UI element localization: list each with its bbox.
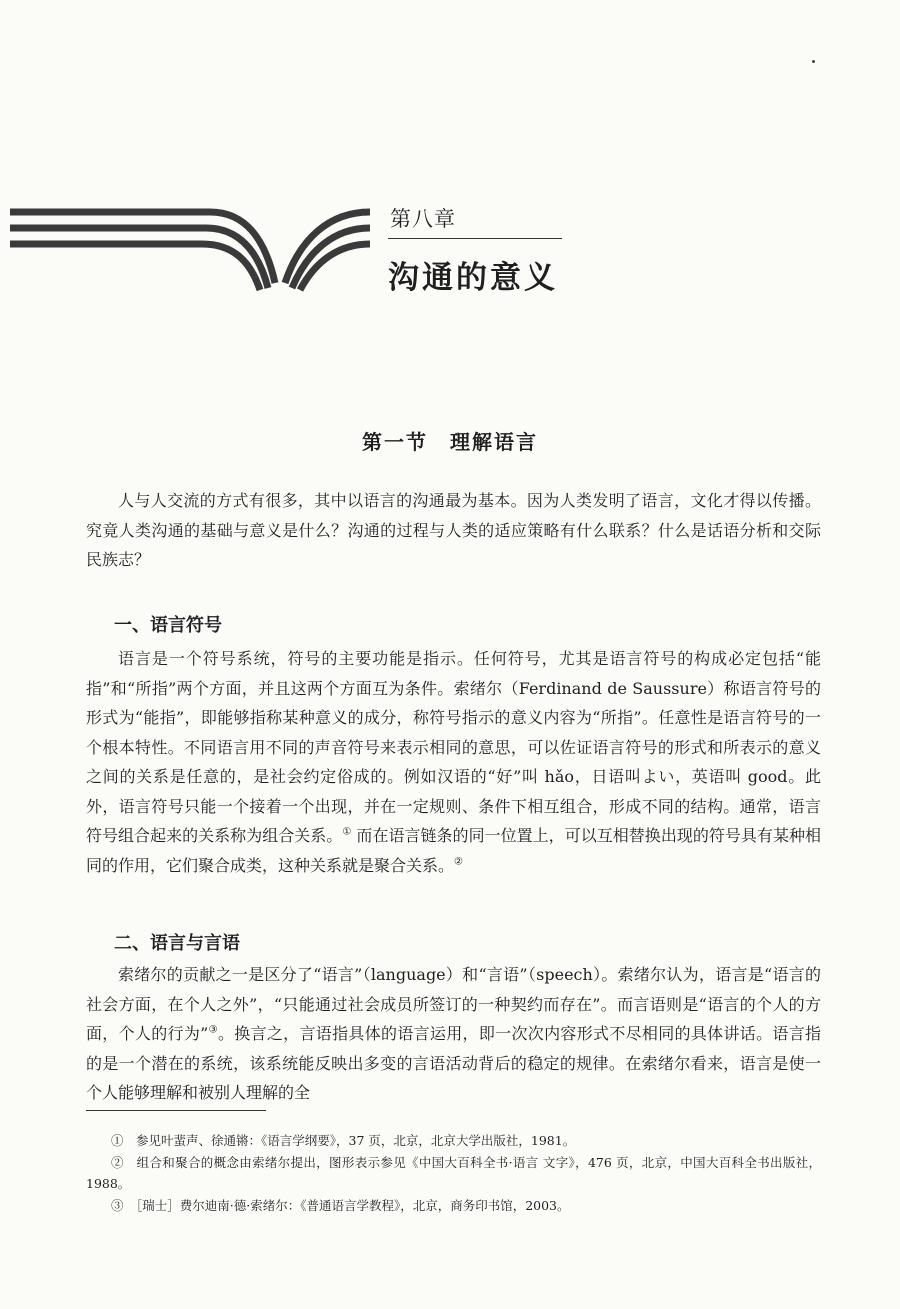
section-title: 第一节 理解语言 [362,430,538,454]
chapter-ornament-icon [10,198,370,298]
footnote-ref[interactable]: ② [454,856,463,868]
footnote-1: ① 参见叶蜚声、徐通锵：《语言学纲要》，37 页，北京，北京大学出版社，1981。 [111,1133,576,1148]
footnote-ref[interactable]: ③ [208,1024,218,1036]
subsection-heading-1: 一、语言符号 [114,615,222,636]
paragraph-text: 语言是一个符号系统，符号的主要功能是指示。任何符号，尤其是语言符号的构成必定包括“能指”和“所指”两个方面，并且这两个方面互为条件。索绪尔（Ferdinand de Saussure）称语言符号的形式为“能指”，即能够指称某种意义的成分，称符号指示的意义内容为“所指”。任意性是语言符号的一个根本特性。不同语言用不同的声音符号来表示相同的意思，可以佐证语言符号的形式和所表示的意义之间的关系是任意的，是社会约定俗成的。例如汉语的“好”叫 hǎo，日语叫よい，英语叫 good。此外，语言符号只能一个接着一个出现，并在一定规则、条件下相互组合，形成不同的结构。通常，语言符号组合起来的关系称为组合关系。 [86,649,821,845]
paragraph-text: 索绪尔的贡献之一是区分了“语言”（language）和“言语”（speech）。索绪尔认为，语言是“语言的社会方面，在个人之外”，“只能通过社会成员所签订的一种契约而存在”。而言语则是“语言的个人的方面，个人的行为” [86,965,821,1043]
footnote-3: ③ ［瑞士］费尔迪南·德·索绪尔：《普通语言学教程》，北京，商务印书馆，2003。 [111,1198,570,1213]
footnote-2: ② 组合和聚合的概念由索绪尔提出，图形表示参见《中国大百科全书·语言 文字》，476 页，北京，中国大百科全书出版社，1988。 [86,1155,821,1191]
paragraph-language-sign [86,644,821,880]
chapter-label: 第八章 [390,207,456,231]
paragraph-text: 而在语言链条的同一位置上，可以互相替换出现的符号具有某种相同的作用，它们聚合成类，这种关系就是聚合关系。 [86,826,821,875]
chapter-title: 沟通的意义 [388,260,558,296]
paragraph-langue-parole [86,960,821,1108]
subsection-heading-2: 二、语言与言语 [114,933,240,954]
speck-mark [812,60,815,63]
footnote-ref[interactable]: ① [342,826,352,838]
paragraph-text: 。换言之，言语指具体的语言运用，即一次次内容形式不尽相同的具体讲话。语言指的是一个潜在的系统，该系统能反映出多变的言语活动背后的稳定的规律。在索绪尔看来，语言是使一个人能够理解和被别人理解的全 [86,1024,822,1102]
intro-paragraph: 人与人交流的方式有很多，其中以语言的沟通最为基本。因为人类发明了语言，文化才得以传播。究竟人类沟通的基础与意义是什么？沟通的过程与人类的适应策略有什么联系？什么是话语分析和交际民族志？ [86,491,821,569]
chapter-divider [388,238,562,239]
footnote-divider [86,1110,266,1111]
